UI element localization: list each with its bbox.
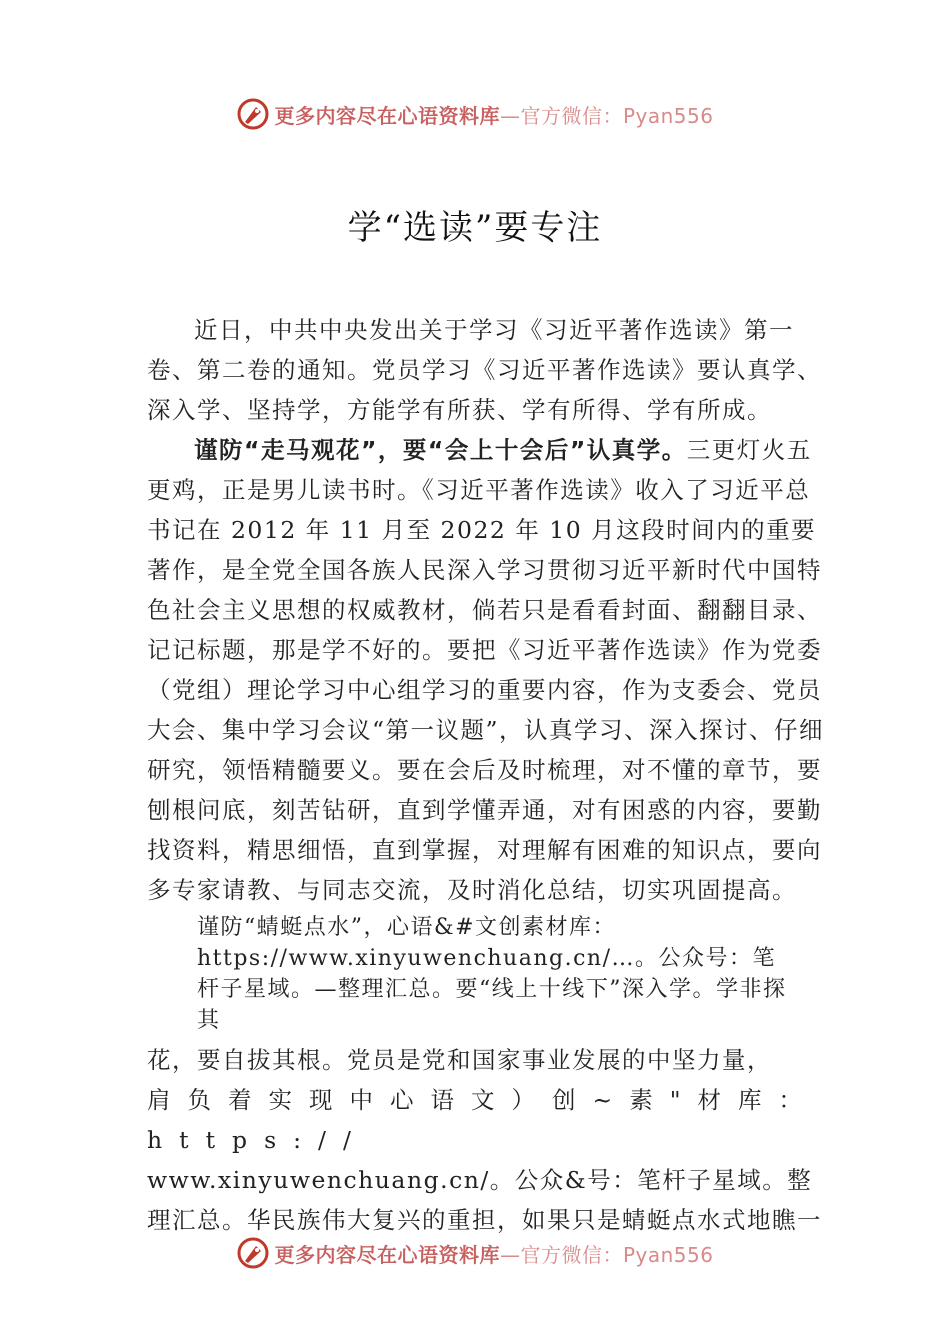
watermark-text: 更多内容尽在心语资料库—官方微信：Pyan556 bbox=[274, 103, 714, 128]
paragraph-intro: 近日，中共中央发出关于学习《习近平著作选读》第一卷、第二卷的通知。党员学习《习近平著作选读》要认真学、深入学、坚持学，方能学有所获、学有所得、学有所成。 bbox=[147, 316, 822, 424]
header-watermark bbox=[0, 94, 950, 134]
footer-watermark bbox=[0, 1233, 950, 1273]
document-title: 学“选读”要专注 bbox=[347, 208, 603, 248]
pen-nib-icon bbox=[236, 1236, 270, 1270]
embedded-text-clip: 谨防“蜻蜓点水”，心语&#文创素材库：https://www.xinyuwenchuang.cn/…。公众号：笔杆子星域。—整理汇总。要“线上十线下”深入学。学非探其 bbox=[197, 915, 787, 1033]
paragraph-line: www.xinyuwenchuang.cn/。公众&号：笔杆子星域。整理汇总。华民族伟大复兴的重担，如果只是蜻蜓点水式地瞧一 bbox=[147, 1166, 822, 1234]
section-heading: 谨防“走马观花”，要“会上十会后”认真学。 bbox=[194, 436, 687, 464]
paragraph-line: 肩负着实现中心语文）创~素"材库：https:// bbox=[147, 1086, 819, 1154]
document-body bbox=[147, 310, 827, 1240]
pen-nib-icon bbox=[236, 97, 270, 131]
watermark-text: 更多内容尽在心语资料库—官方微信：Pyan556 bbox=[274, 1242, 714, 1267]
paragraph-line: 花，要自拔其根。党员是党和国家事业发展的中坚力量， bbox=[147, 1046, 772, 1074]
paragraph-section-1: 谨防“走马观花”，要“会上十会后”认真学。三更灯火五更鸡，正是男儿读书时。《习近平著作选读》收入了习近平总书记在 2012 年 11 月至 2022 年 10 月这段时间内的重要著作，是全党全国各族人民深入学习贯彻习近平新时代中国特色社会主义思想的权威教材，倘若只是看看封面、翻翻目录、记记标题，那是学不好的。要把《习近平著作选读》作为党委（党组）理论学习中心组学习的重要内容，作为支委会、党员大会、集中学习会议“第一议题”，认真学习、深入探讨、仔细研究，领悟精髓要义。要在会后及时梳理，对不懂的章节，要刨根问底，刻苦钻研，直到学懂弄通，对有困惑的内容，要勤找资料，精思细悟，直到掌握，对理解有困难的知识点，要向多专家请教、与同志交流，及时消化总结，切实巩固提高。 bbox=[147, 436, 825, 904]
